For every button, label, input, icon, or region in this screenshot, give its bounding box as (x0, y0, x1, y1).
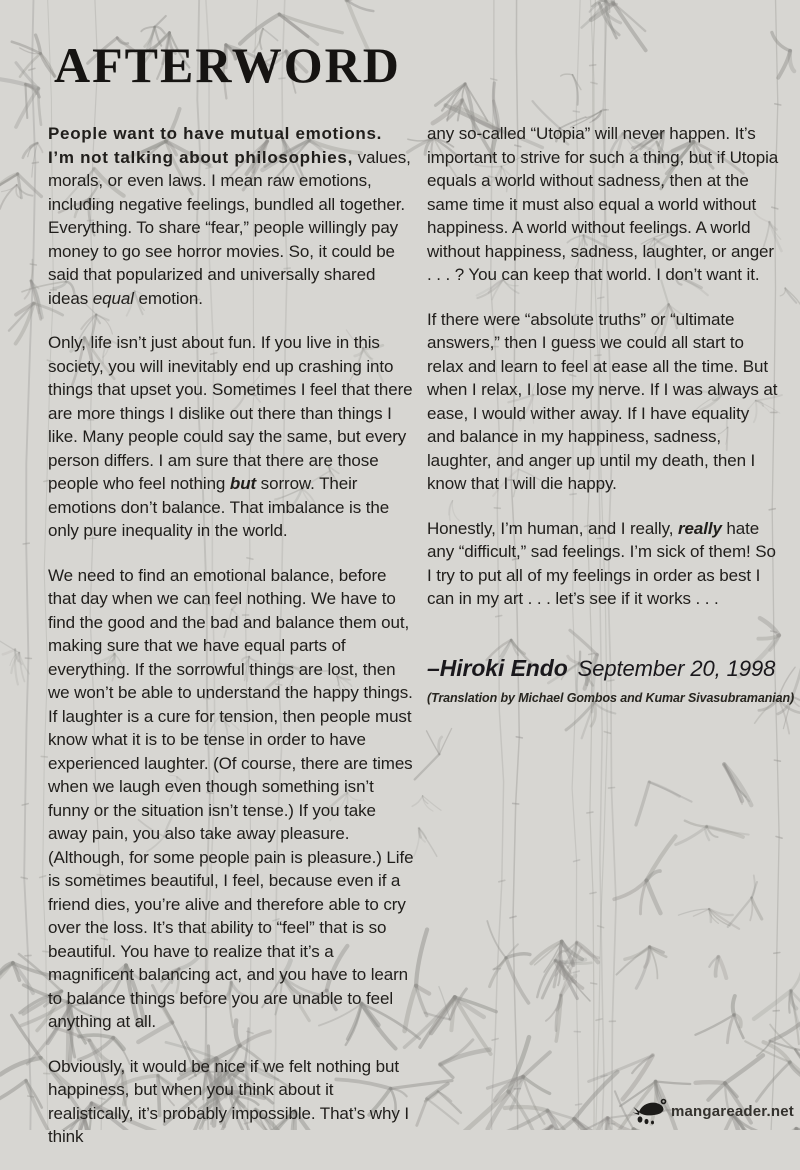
text-segment: hate any “difficult,” sad feelings. I’m sick of them! So I try to put all of my feelings in order as best I can in my art . . . let’s see if it works . . . (427, 518, 776, 608)
left-text-column (48, 122, 414, 1170)
page-title: AFTERWORD (54, 37, 401, 93)
paragraph: We need to find an emotional balance, before that day when we can feel nothing. We have to find the good and the bad and balance them out, making sure that we have equal parts of everything. If the sorrowful things are lost, then we won’t be able to understand the happy things. If laughter is a cure for tension, then people must know what it is to be tense in order to have experienced laughter. (Of course, there are times when we laugh even though something isn’t funny or the situation isn’t tense.) If you take away pain, you also take away pleasure. (Although, for some people pain is pleasure.) Life is sometimes beautiful, I feel, because even if a friend dies, you’re alive and therefore able to cry over the loss. It’s that ability to “feel” that is so beautiful. You have to realize that it’s a magnificent balancing act, and you have to learn to balance things before you are unable to feel anything at all. (48, 565, 414, 1031)
text-segment: Only, life isn’t just about fun. If you live in this society, you will inevitably end up crashing into things that upset you. Sometimes I feel that there are more things I dislike out there than things I like. Many people could say the same, but every person differs. I am sure that there are those people who feel nothing (48, 333, 413, 493)
paragraph (48, 122, 414, 310)
italic-word: equal (92, 288, 134, 308)
text-segment: Honestly, I’m human, and I really, (427, 518, 678, 538)
paragraph: any so-called “Utopia” will never happen. It’s important to strive for such a thing, but if Utopia equals a world without sadness, then at the same time it must also equal a world without happiness. A world without feelings. A world without happiness, sadness, laughter, or anger . . . ? You can keep that world. I don’t want it. (427, 124, 779, 284)
italic-word: but (229, 474, 257, 493)
mangareader-mascot-icon (632, 1097, 670, 1125)
signature-date: September 20, 1998 (577, 655, 776, 681)
author-signature (427, 654, 779, 683)
translation-credit: (Translation by Michael Gombos and Kumar Sivasubramanian) (427, 691, 795, 705)
paragraph: If there were “absolute truths” or “ultimate answers,” then I guess we could all start to relax and learn to feel at ease all the time. But when I relax, I lose my nerve. If I was always at ease, I would wither away. If I have equality and balance in my happiness, sadness, laughter, and anger up until my death, then I know that I will die happy. (427, 309, 778, 493)
paragraph (48, 331, 414, 543)
paragraph: Obviously, it would be nice if we felt nothing but happiness, but when you think about it realistically, it’s probably impossible. That’s why I think (48, 1056, 409, 1146)
text-segment: values, morals, or even laws. I mean raw emotions, including negative feelings, bundled all together. Everything. To share “fear,” people willingly pay money to go see horror movies. So, it could be said that popularized and universally shared ideas (48, 147, 411, 308)
paragraph (427, 517, 779, 611)
right-text-column (427, 122, 795, 711)
text-segment: emotion. (133, 288, 203, 308)
site-watermark (632, 1097, 794, 1125)
author-name: –Hiroki Endo (427, 654, 568, 681)
watermark-site-name: mangareader.net (670, 1102, 794, 1120)
text-segment: sorrow. Their emotions don’t balance. That imbalance is the only pure inequality in the world. (48, 474, 390, 540)
bold-lead-text: People want to have mutual emotions. I’m not talking about philosophies, (48, 124, 383, 167)
italic-word: really (677, 518, 722, 538)
